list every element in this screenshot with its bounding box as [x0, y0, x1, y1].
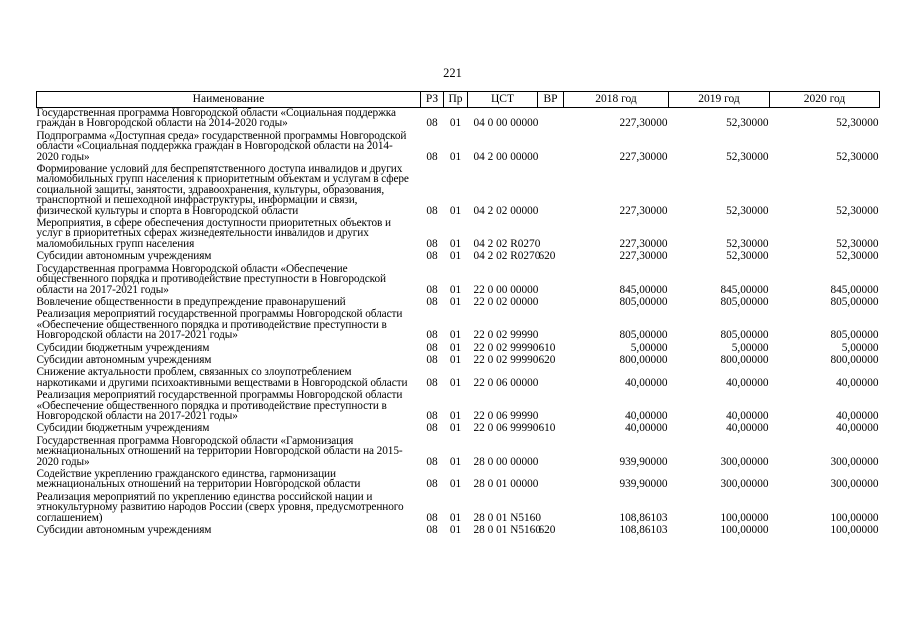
cell-2019: 40,00000 — [726, 422, 769, 435]
cell-name: Содействие укреплению гражданского единства, гармонизации межнациональных отношений на территории Новгородской области — [36, 468, 361, 491]
table-row — [37, 309, 880, 342]
cell-rz: 08 — [426, 409, 438, 422]
cell-cst: 28 0 01 N5160 — [473, 524, 541, 537]
cell-name: Субсидии автономным учреждениям — [36, 250, 212, 263]
cell-rz: 08 — [426, 329, 438, 342]
cell-2018: 805,00000 — [619, 329, 668, 342]
cell-pr: 01 — [449, 353, 462, 366]
cell-rz: 08 — [426, 250, 438, 263]
cell-name: Вовлечение общественности в предупреждение правонарушений — [36, 295, 346, 308]
cell-vr — [538, 367, 564, 390]
cell-2019: 52,30000 — [726, 204, 769, 217]
cell-name: Мероприятия, в сфере обеспечения доступности приоритетных объектов и услуг в приоритетных сферах жизнедеятельности инвалидов и других маломобильных групп населения — [36, 217, 391, 250]
header-vr: ВР — [538, 92, 564, 108]
cell-rz: 08 — [426, 237, 438, 250]
cell-vr: 620 — [538, 353, 556, 366]
cell-pr: 01 — [449, 341, 462, 354]
cell-2020: 52,30000 — [836, 204, 879, 217]
cell-vr — [538, 297, 564, 309]
cell-2019: 5,00000 — [731, 341, 769, 354]
header-2019: 2019 год — [669, 92, 770, 108]
cell-rz: 08 — [426, 117, 438, 130]
cell-vr: 610 — [538, 341, 556, 354]
cell-cst: 04 2 02 R0270 — [473, 237, 541, 250]
table-row — [37, 525, 880, 537]
cell-name: Подпрограмма «Доступная среда» государственной программы Новгородской области «Социальная поддержка граждан в Новгородской области на 2014-2020 годы» — [36, 129, 407, 163]
header-row — [37, 92, 880, 108]
cell-2020: 40,00000 — [836, 376, 879, 389]
cell-cst: 28 0 01 00000 — [473, 478, 539, 491]
cell-name: Реализация мероприятий государственной программы Новгородской области «Обеспечение общественного порядка и противодействие преступности в Новгородской области на 2017-2021 годы» — [36, 389, 403, 422]
cell-vr — [538, 218, 564, 251]
cell-2020: 40,00000 — [836, 409, 879, 422]
cell-2019: 100,00000 — [720, 511, 769, 524]
page-number: 221 — [443, 66, 462, 80]
cell-2019: 52,30000 — [726, 117, 769, 130]
cell-pr: 01 — [449, 478, 462, 491]
cell-2019: 52,30000 — [726, 150, 769, 163]
table-row — [37, 492, 880, 525]
cell-2020: 40,00000 — [836, 422, 879, 435]
cell-cst: 22 0 02 99990 — [473, 353, 539, 366]
cell-pr: 01 — [449, 422, 462, 435]
cell-vr — [538, 108, 564, 131]
cell-pr: 01 — [449, 524, 462, 537]
table-row — [37, 164, 880, 218]
cell-pr: 01 — [449, 409, 462, 422]
cell-name: Государственная программа Новгородской области «Социальная поддержка граждан в Новгородской области на 2014-2020 годы» — [36, 107, 396, 130]
cell-rz: 08 — [426, 283, 438, 296]
cell-2020: 300,00000 — [830, 478, 879, 491]
cell-2020: 5,00000 — [841, 341, 879, 354]
cell-cst: 28 0 01 N5160 — [473, 511, 541, 524]
cell-pr: 01 — [449, 204, 462, 217]
cell-vr: 620 — [538, 250, 556, 263]
cell-2018: 108,86103 — [619, 524, 668, 537]
cell-rz: 08 — [426, 295, 438, 308]
cell-pr: 01 — [449, 455, 462, 468]
cell-rz: 08 — [426, 204, 438, 217]
cell-2019: 40,00000 — [726, 376, 769, 389]
cell-cst: 04 0 00 00000 — [473, 117, 539, 130]
cell-2019: 300,00000 — [720, 478, 769, 491]
cell-vr — [538, 164, 564, 218]
cell-rz: 08 — [426, 150, 438, 163]
cell-2018: 939,90000 — [619, 455, 668, 468]
cell-2020: 100,00000 — [830, 524, 879, 537]
header-name: Наименование — [37, 92, 421, 108]
cell-2018: 227,30000 — [619, 204, 668, 217]
cell-rz: 08 — [426, 524, 438, 537]
table-row — [37, 367, 880, 390]
cell-rz: 08 — [426, 478, 438, 491]
cell-rz: 08 — [426, 455, 438, 468]
cell-pr: 01 — [449, 117, 462, 130]
cell-cst: 22 0 02 00000 — [473, 295, 539, 308]
cell-rz: 08 — [426, 422, 438, 435]
table-row — [37, 469, 880, 492]
cell-rz: 08 — [426, 341, 438, 354]
table-row — [37, 423, 880, 435]
cell-rz: 08 — [426, 376, 438, 389]
cell-pr: 01 — [449, 329, 462, 342]
header-pr: Пр — [444, 92, 468, 108]
cell-pr: 01 — [449, 295, 462, 308]
cell-vr — [538, 309, 564, 342]
cell-vr: 610 — [538, 422, 556, 435]
cell-rz: 08 — [426, 511, 438, 524]
cell-vr — [538, 131, 564, 164]
cell-2019: 800,00000 — [720, 353, 769, 366]
cell-cst: 22 0 02 99990 — [473, 329, 539, 342]
cell-2020: 300,00000 — [830, 455, 879, 468]
cell-2020: 100,00000 — [830, 511, 879, 524]
cell-2019: 805,00000 — [720, 295, 769, 308]
cell-pr: 01 — [449, 237, 462, 250]
cell-pr: 01 — [449, 250, 462, 263]
header-2018: 2018 год — [564, 92, 669, 108]
cell-2020: 805,00000 — [830, 329, 879, 342]
cell-pr: 01 — [449, 376, 462, 389]
cell-2019: 52,30000 — [726, 250, 769, 263]
cell-name: Субсидии автономным учреждениям — [36, 353, 212, 366]
cell-name: Субсидии автономным учреждениям — [36, 524, 212, 537]
cell-name: Реализация мероприятий государственной программы Новгородской области «Обеспечение общественного порядка и противодействие преступности в Новгородской области на 2017-2021 годы» — [36, 308, 403, 342]
budget-table — [36, 91, 880, 537]
cell-cst: 22 0 06 99990 — [473, 409, 539, 422]
cell-cst: 22 0 02 99990 — [473, 341, 539, 354]
cell-2020: 52,30000 — [836, 237, 879, 250]
cell-2018: 227,30000 — [619, 117, 668, 130]
cell-2020: 805,00000 — [830, 295, 879, 308]
table-body — [37, 108, 880, 538]
cell-pr: 01 — [449, 283, 462, 296]
cell-2020: 800,00000 — [830, 353, 879, 366]
cell-cst: 04 2 00 00000 — [473, 150, 539, 163]
cell-2018: 108,86103 — [619, 511, 668, 524]
cell-name: Субсидии бюджетным учреждениям — [36, 341, 210, 354]
cell-vr — [538, 436, 564, 469]
cell-2020: 52,30000 — [836, 250, 879, 263]
cell-vr — [538, 492, 564, 525]
cell-pr: 01 — [449, 150, 462, 163]
cell-2018: 5,00000 — [630, 341, 668, 354]
header-rz: РЗ — [421, 92, 444, 108]
cell-2018: 227,30000 — [619, 150, 668, 163]
cell-vr — [538, 390, 564, 423]
table-row — [37, 436, 880, 469]
table-row — [37, 390, 880, 423]
cell-2019: 805,00000 — [720, 329, 769, 342]
cell-2018: 805,00000 — [619, 295, 668, 308]
cell-2020: 845,00000 — [830, 283, 879, 296]
cell-pr: 01 — [449, 511, 462, 524]
cell-vr — [538, 264, 564, 297]
cell-vr — [538, 469, 564, 492]
cell-cst: 04 2 02 R0270 — [473, 250, 541, 263]
cell-2020: 52,30000 — [836, 117, 879, 130]
cell-vr: 620 — [538, 524, 556, 537]
cell-2018: 40,00000 — [625, 409, 668, 422]
cell-2019: 845,00000 — [720, 283, 769, 296]
table-row — [37, 108, 880, 131]
cell-cst: 04 2 02 00000 — [473, 204, 539, 217]
cell-name: Государственная программа Новгородской области «Обеспечение общественного порядка и противодействие преступности в Новгородской области на 2017-2021 годы» — [36, 262, 386, 296]
table-row — [37, 131, 880, 164]
cell-2018: 40,00000 — [625, 376, 668, 389]
cell-2018: 227,30000 — [619, 237, 668, 250]
cell-cst: 22 0 06 99990 — [473, 422, 539, 435]
table-row — [37, 218, 880, 251]
cell-name: Реализация мероприятий по укреплению единства российской нации и этнокультурному развитию народов России (сверх уровня, предусмотренного соглашением) — [36, 490, 404, 524]
header-cst: ЦСТ — [468, 92, 538, 108]
cell-2018: 40,00000 — [625, 422, 668, 435]
table-row — [37, 251, 880, 263]
cell-2019: 300,00000 — [720, 455, 769, 468]
cell-2018: 845,00000 — [619, 283, 668, 296]
table-row — [37, 264, 880, 297]
cell-name: Государственная программа Новгородской области «Гармонизация межнациональных отношений на территории Новгородской области на 2015-2020 годы» — [36, 434, 403, 468]
cell-2019: 40,00000 — [726, 409, 769, 422]
cell-name: Снижение актуальности проблем, связанных со злоупотреблением наркотиками и другими психоактивными веществами в Новгородской области — [36, 366, 408, 389]
cell-2019: 52,30000 — [726, 237, 769, 250]
cell-2018: 939,90000 — [619, 478, 668, 491]
cell-2020: 52,30000 — [836, 150, 879, 163]
cell-cst: 28 0 00 00000 — [473, 455, 539, 468]
header-2020: 2020 год — [770, 92, 880, 108]
cell-2018: 800,00000 — [619, 353, 668, 366]
cell-cst: 22 0 00 00000 — [473, 283, 539, 296]
cell-name: Субсидии бюджетным учреждениям — [36, 422, 210, 435]
cell-name: Формирование условий для беспрепятственного доступа инвалидов и других маломобильных групп населения к приоритетным объектам и услугам в сфере социальной защиты, занятости, здравоохранения, культуры, образования, транспортной и пешеходной инфраструктуры, информации и связи, физической культуры и спорта в Новгородской области — [36, 163, 409, 217]
cell-rz: 08 — [426, 353, 438, 366]
cell-2018: 227,30000 — [619, 250, 668, 263]
cell-2019: 100,00000 — [720, 524, 769, 537]
cell-cst: 22 0 06 00000 — [473, 376, 539, 389]
